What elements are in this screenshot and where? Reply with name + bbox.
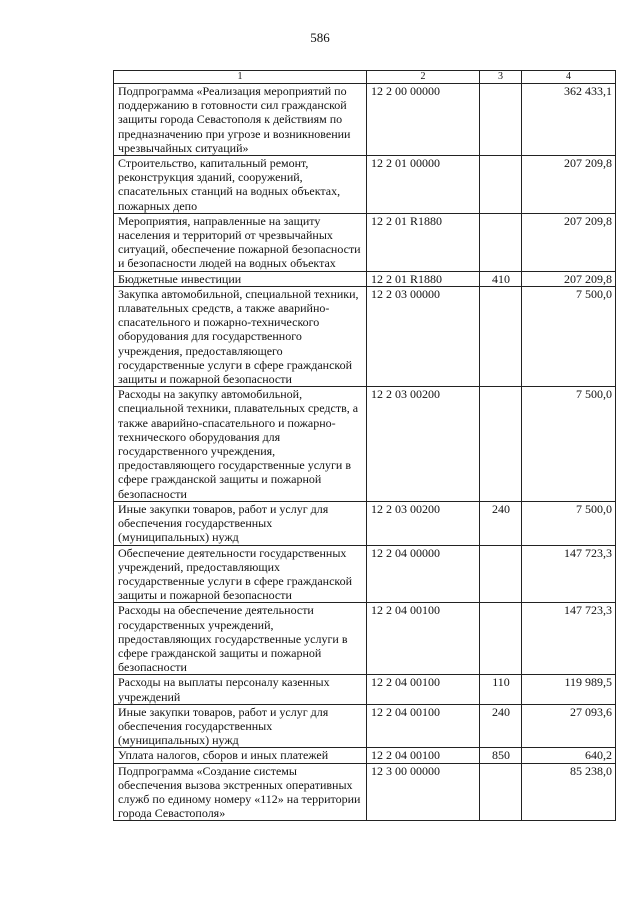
expense-type: 240 [480, 704, 522, 748]
column-number: 2 [367, 71, 480, 84]
table-header [114, 71, 616, 84]
expense-name: Обеспечение деятельности государственных учреждений, предоставляющих государственные услуги в сфере гражданской защиты и пожарной безопасности [114, 545, 367, 603]
table-row [114, 675, 616, 704]
amount: 640,2 [522, 748, 616, 763]
table-row [114, 545, 616, 603]
expense-name: Подпрограмма «Создание системы обеспечения вызова экстренных оперативных служб по единому номеру «112» на территории города Севастополя» [114, 763, 367, 821]
budget-code: 12 2 03 00200 [367, 501, 480, 545]
budget-code: 12 2 03 00000 [367, 286, 480, 386]
expense-type [480, 156, 522, 214]
amount: 7 500,0 [522, 286, 616, 386]
column-number: 3 [480, 71, 522, 84]
expense-name: Расходы на закупку автомобильной, специальной техники, плавательных средств, а также аварийно-спасательного и пожарно-технического оборудования для государственного учреждения, предоставляющего государственные услуги в сфере гражданской защиты и пожарной безопасности [114, 387, 367, 502]
budget-code: 12 2 01 00000 [367, 156, 480, 214]
amount: 7 500,0 [522, 501, 616, 545]
table-row [114, 704, 616, 748]
budget-code: 12 2 00 00000 [367, 84, 480, 156]
budget-code: 12 2 01 R1880 [367, 271, 480, 286]
budget-code: 12 2 04 00100 [367, 675, 480, 704]
page-number: 586 [310, 30, 330, 45]
column-number: 4 [522, 71, 616, 84]
expense-name: Расходы на обеспечение деятельности государственных учреждений, предоставляющих государственные услуги в сфере гражданской защиты и пожарной безопасности [114, 603, 367, 675]
table-row [114, 501, 616, 545]
expense-type [480, 84, 522, 156]
expense-name: Мероприятия, направленные на защиту населения и территорий от чрезвычайных ситуаций, обеспечение пожарной безопасности и безопасности людей на водных объектах [114, 213, 367, 271]
amount: 27 093,6 [522, 704, 616, 748]
expense-type [480, 763, 522, 821]
budget-code: 12 2 04 00000 [367, 545, 480, 603]
table-row [114, 84, 616, 156]
table-row [114, 748, 616, 763]
budget-code: 12 2 03 00200 [367, 387, 480, 502]
column-number: 1 [114, 71, 367, 84]
expense-name: Расходы на выплаты персоналу казенных учреждений [114, 675, 367, 704]
amount: 119 989,5 [522, 675, 616, 704]
amount: 147 723,3 [522, 603, 616, 675]
budget-table [113, 70, 616, 821]
expense-name: Строительство, капитальный ремонт, реконструкция зданий, сооружений, спасательных станций на водных объектах, пожарных депо [114, 156, 367, 214]
expense-name: Подпрограмма «Реализация мероприятий по поддержанию в готовности сил гражданской защиты города Севастополя к действиям по предназначению при угрозе и возникновении чрезвычайных ситуаций» [114, 84, 367, 156]
budget-code: 12 2 01 R1880 [367, 213, 480, 271]
table-row [114, 286, 616, 386]
budget-code: 12 3 00 00000 [367, 763, 480, 821]
expense-type [480, 387, 522, 502]
expense-type: 110 [480, 675, 522, 704]
amount: 207 209,8 [522, 156, 616, 214]
amount: 85 238,0 [522, 763, 616, 821]
table-row [114, 213, 616, 271]
expense-type [480, 213, 522, 271]
table-row [114, 156, 616, 214]
table-row [114, 763, 616, 821]
amount: 207 209,8 [522, 271, 616, 286]
expense-name: Бюджетные инвестиции [114, 271, 367, 286]
expense-type: 240 [480, 501, 522, 545]
table-body [114, 84, 616, 821]
expense-type: 850 [480, 748, 522, 763]
table-row [114, 271, 616, 286]
budget-code: 12 2 04 00100 [367, 704, 480, 748]
expense-type [480, 545, 522, 603]
amount: 207 209,8 [522, 213, 616, 271]
amount: 7 500,0 [522, 387, 616, 502]
expense-type: 410 [480, 271, 522, 286]
amount: 147 723,3 [522, 545, 616, 603]
expense-name: Иные закупки товаров, работ и услуг для обеспечения государственных (муниципальных) нужд [114, 501, 367, 545]
budget-code: 12 2 04 00100 [367, 603, 480, 675]
column-number-row [114, 71, 616, 84]
expense-name: Закупка автомобильной, специальной техники, плавательных средств, а также аварийно-спасательного и пожарно-технического оборудования для государственного учреждения, предоставляющего государственные услуги в сфере гражданской защиты и пожарной безопасности [114, 286, 367, 386]
expense-name: Иные закупки товаров, работ и услуг для обеспечения государственных (муниципальных) нужд [114, 704, 367, 748]
amount: 362 433,1 [522, 84, 616, 156]
expense-name: Уплата налогов, сборов и иных платежей [114, 748, 367, 763]
expense-type [480, 286, 522, 386]
table-row [114, 603, 616, 675]
table-row [114, 387, 616, 502]
budget-code: 12 2 04 00100 [367, 748, 480, 763]
expense-type [480, 603, 522, 675]
